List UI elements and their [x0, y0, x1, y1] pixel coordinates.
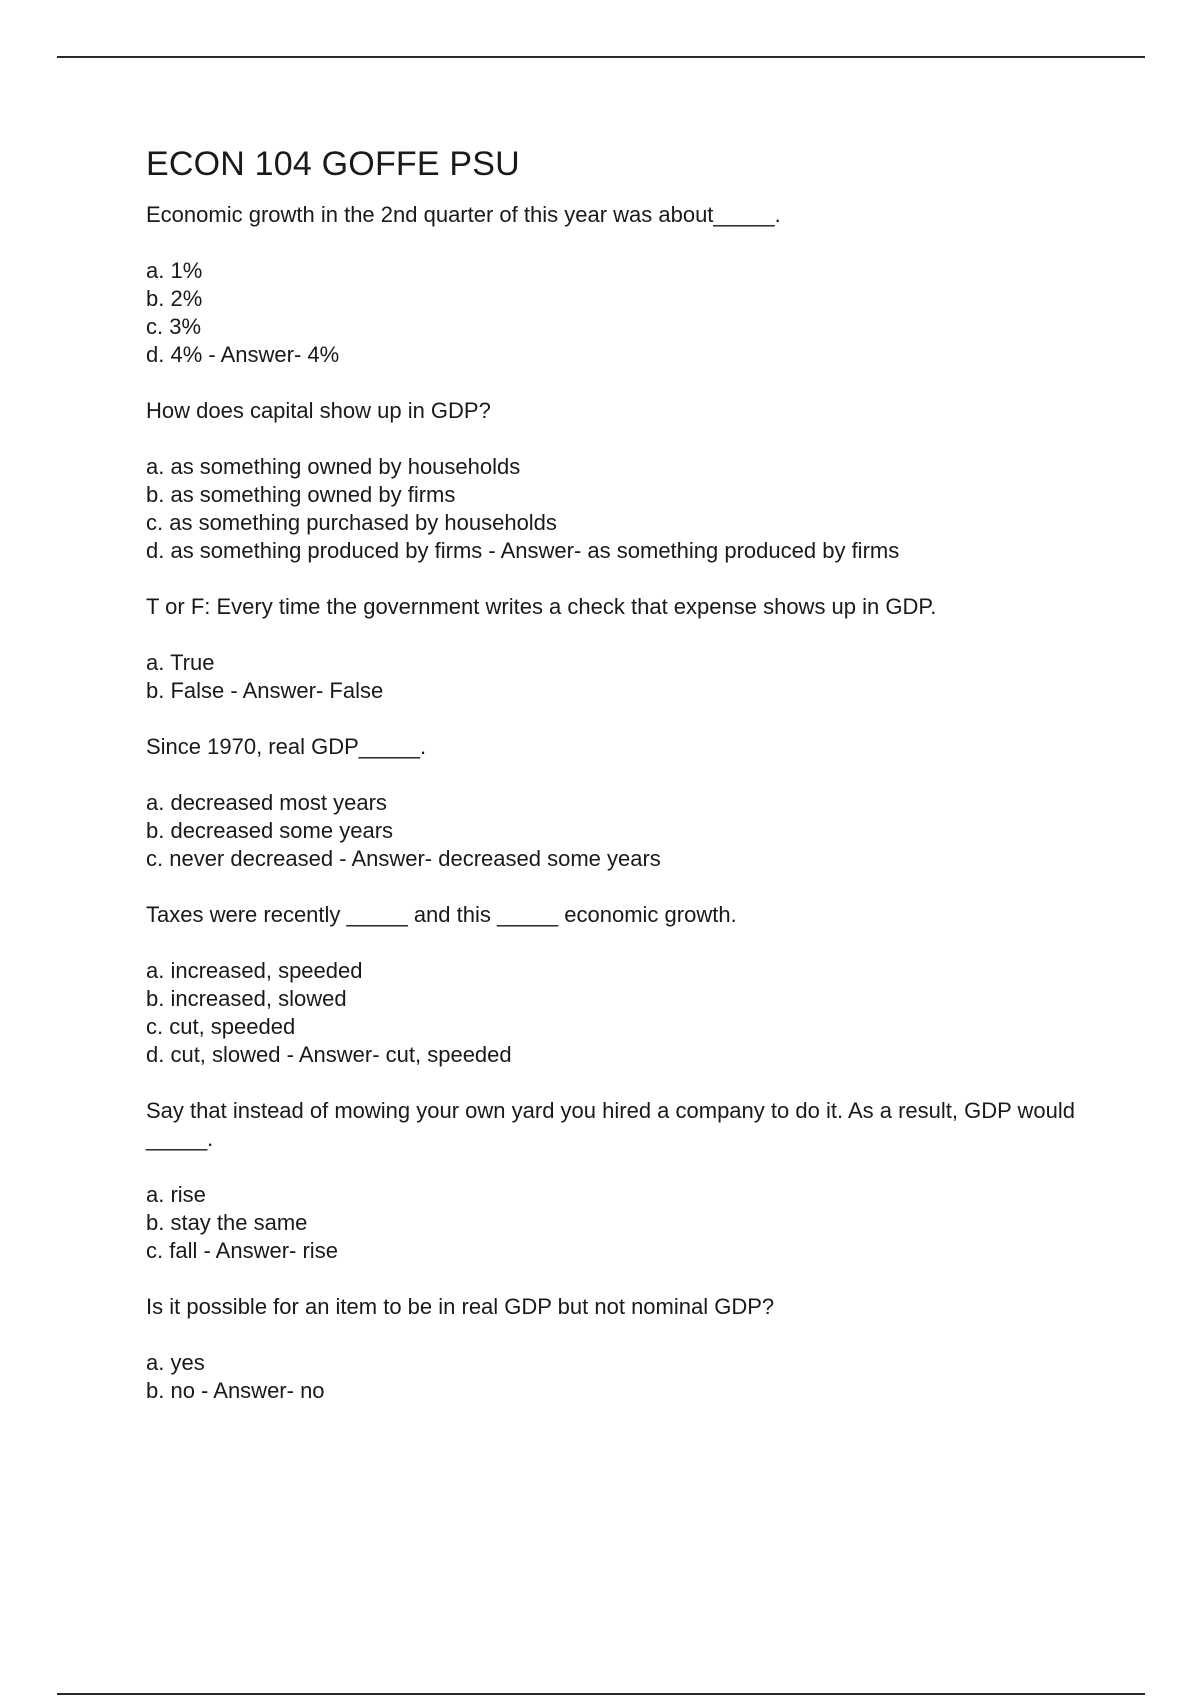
document-title: ECON 104 GOFFE PSU: [146, 145, 520, 183]
question-text: How does capital show up in GDP?: [146, 398, 491, 423]
question-4: [146, 733, 1086, 873]
answer-options: [146, 789, 1086, 873]
option-b: b. 2%: [146, 286, 203, 311]
option-b: b. increased, slowed: [146, 986, 347, 1011]
question-2: [146, 397, 1086, 565]
option-b: b. stay the same: [146, 1210, 308, 1235]
option-d: d. 4% - Answer- 4%: [146, 342, 340, 367]
option-c: c. never decreased - Answer- decreased some years: [146, 846, 661, 871]
option-a: a. True: [146, 650, 215, 675]
option-b: b. decreased some years: [146, 818, 394, 843]
question-1: [146, 201, 1086, 369]
option-c: c. fall - Answer- rise: [146, 1238, 338, 1263]
header-rule: [57, 56, 1145, 58]
question-text: Say that instead of mowing your own yard you hired a company to do it. As a result, GDP would _____.: [146, 1098, 1075, 1151]
option-c: c. 3%: [146, 314, 202, 339]
document-body: [146, 140, 1086, 1433]
option-a: a. as something owned by households: [146, 454, 521, 479]
answer-options: [146, 453, 1086, 565]
option-d: d. as something produced by firms - Answer- as something produced by firms: [146, 538, 900, 563]
answer-options: [146, 957, 1086, 1069]
question-text: Is it possible for an item to be in real GDP but not nominal GDP?: [146, 1294, 775, 1319]
option-b: b. False - Answer- False: [146, 678, 384, 703]
answer-options: [146, 1349, 1086, 1405]
option-a: a. yes: [146, 1350, 205, 1375]
option-c: c. as something purchased by households: [146, 510, 557, 535]
question-text: T or F: Every time the government writes a check that expense shows up in GDP.: [146, 594, 937, 619]
answer-options: [146, 649, 1086, 705]
answer-options: [146, 257, 1086, 369]
option-a: a. rise: [146, 1182, 206, 1207]
question-text: Since 1970, real GDP_____.: [146, 734, 427, 759]
answer-options: [146, 1181, 1086, 1265]
footer-rule: [57, 1693, 1145, 1695]
option-d: d. cut, slowed - Answer- cut, speeded: [146, 1042, 512, 1067]
option-b: b. no - Answer- no: [146, 1378, 325, 1403]
question-text: Taxes were recently _____ and this _____ economic growth.: [146, 902, 737, 927]
question-6: [146, 1097, 1086, 1265]
option-b: b. as something owned by firms: [146, 482, 456, 507]
option-a: a. decreased most years: [146, 790, 387, 815]
question-7: [146, 1293, 1086, 1405]
option-a: a. increased, speeded: [146, 958, 363, 983]
option-c: c. cut, speeded: [146, 1014, 296, 1039]
question-text: Economic growth in the 2nd quarter of this year was about_____.: [146, 202, 781, 227]
question-3: [146, 593, 1086, 705]
question-5: [146, 901, 1086, 1069]
option-a: a. 1%: [146, 258, 203, 283]
